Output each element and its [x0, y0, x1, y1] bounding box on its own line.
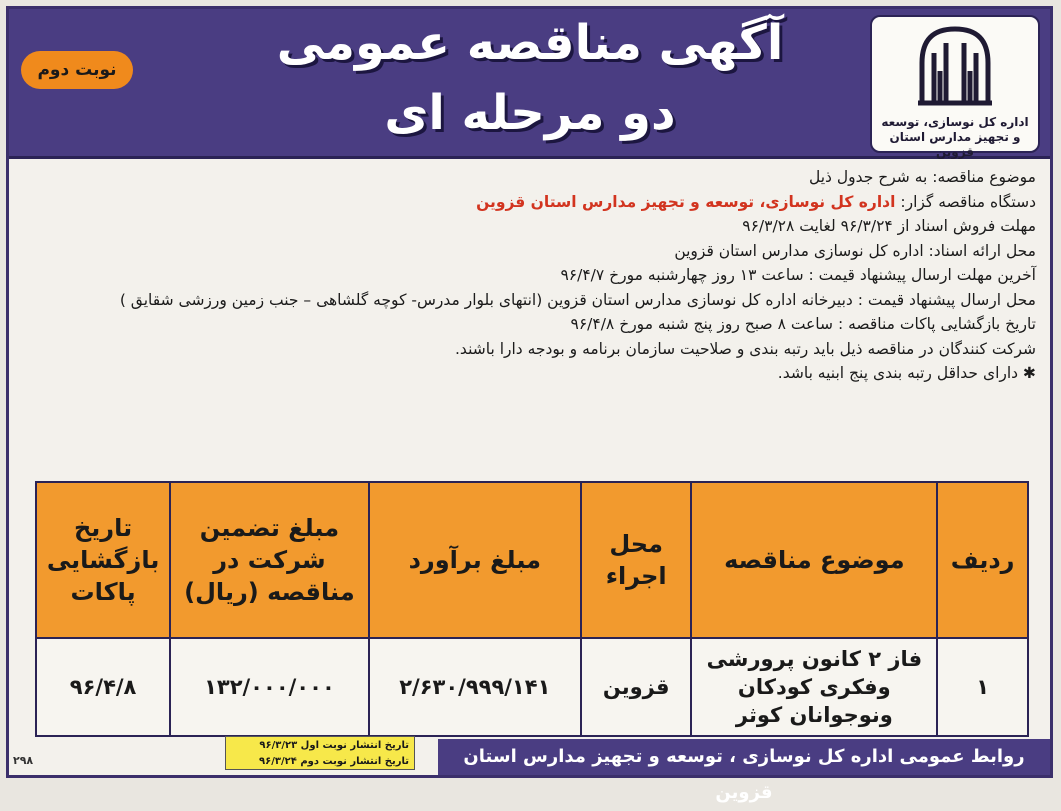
document-sale-line: مهلت فروش اسناد از ۹۶/۳/۲۴ لغایت ۹۶/۳/۲۸: [742, 217, 1036, 235]
subject-line: موضوع مناقصه: به شرح جدول ذیل: [808, 168, 1036, 186]
tender-table: [35, 481, 1029, 737]
cell-row-number: ۱: [937, 638, 1028, 736]
footer-bar: روابط عمومی اداره کل نوسازی ، توسعه و تجهیز مدارس استان قزوین: [438, 739, 1050, 775]
col-guarantee: مبلغ تضمین شرکت در مناقصه (ریال): [170, 482, 369, 638]
col-estimate: مبلغ برآورد: [369, 482, 581, 638]
header-banner: [9, 9, 1050, 159]
ad-subtitle: دو مرحله ای: [384, 85, 676, 141]
deadline-line: آخرین مهلت ارسال پیشنهاد قیمت : ساعت ۱۳ روز چهارشنبه مورخ ۹۶/۴/۷: [560, 266, 1036, 284]
cell-subject: فاز ۲ کانون پرورشی وفکری کودکان ونوجوانان کوثر: [691, 638, 937, 736]
requirement-text: دارای حداقل رتبه بندی پنج ابنیه باشد.: [777, 364, 1019, 382]
organizer-name: اداره کل نوسازی، توسعه و تجهیز مدارس استان قزوین: [476, 192, 896, 211]
table-header-row: [36, 482, 1028, 638]
table-row: [36, 638, 1028, 736]
publication-dates-box: [225, 736, 415, 770]
organization-logo-icon: [910, 23, 1000, 109]
page-number: ۲۹۸: [13, 754, 34, 767]
col-opening-date: تاریخ بازگشایی پاکات: [36, 482, 170, 638]
cell-estimate: ۲/۶۳۰/۹۹۹/۱۴۱: [369, 638, 581, 736]
cell-location: قزوین: [581, 638, 692, 736]
cell-opening-date: ۹۶/۴/۸: [36, 638, 170, 736]
cell-guarantee: ۱۳۲/۰۰۰/۰۰۰: [170, 638, 369, 736]
organization-name: اداره کل نوسازی، توسعه و تجهیز مدارس استان قزوین: [881, 115, 1029, 159]
col-subject: موضوع مناقصه: [691, 482, 937, 638]
ad-body: [26, 165, 1036, 386]
requirement-line: [26, 361, 1036, 386]
organizer-line: [26, 190, 1036, 215]
second-publication-date: تاریخ انتشار نوبت دوم ۹۶/۳/۲۴: [259, 756, 409, 767]
col-row-number: ردیف: [937, 482, 1028, 638]
ad-title: آگهی مناقصه عمومی: [276, 15, 784, 71]
first-publication-date: تاریخ انتشار نوبت اول ۹۶/۳/۲۳: [259, 740, 409, 751]
advertisement-page: [6, 6, 1053, 803]
col-location: محل اجراء: [581, 482, 692, 638]
opening-date-line: تاریخ بازگشایی پاکات مناقصه : ساعت ۸ صبح روز پنج شنبه مورخ ۹۶/۴/۸: [570, 315, 1036, 333]
eligibility-line: شرکت کنندگان در مناقصه ذیل باید رتبه بندی و صلاحیت سازمان برنامه و بودجه دارا باشند.: [455, 339, 1036, 358]
organizer-label: دستگاه مناقصه گزار:: [895, 192, 1036, 211]
round-badge: نوبت دوم: [21, 51, 133, 89]
organization-logo-box: [870, 15, 1040, 159]
submission-location-line: محل ارسال پیشنهاد قیمت : دبیرخانه اداره کل نوسازی مدارس استان قزوین (انتهای بلوار مدرس- کوچه گلشاهی – جنب زمین ورزشی شقایق ): [119, 290, 1036, 309]
document-location-line: محل ارائه اسناد: اداره کل نوسازی مدارس استان قزوین: [674, 241, 1036, 260]
asterisk-icon: ✱: [1018, 364, 1036, 382]
